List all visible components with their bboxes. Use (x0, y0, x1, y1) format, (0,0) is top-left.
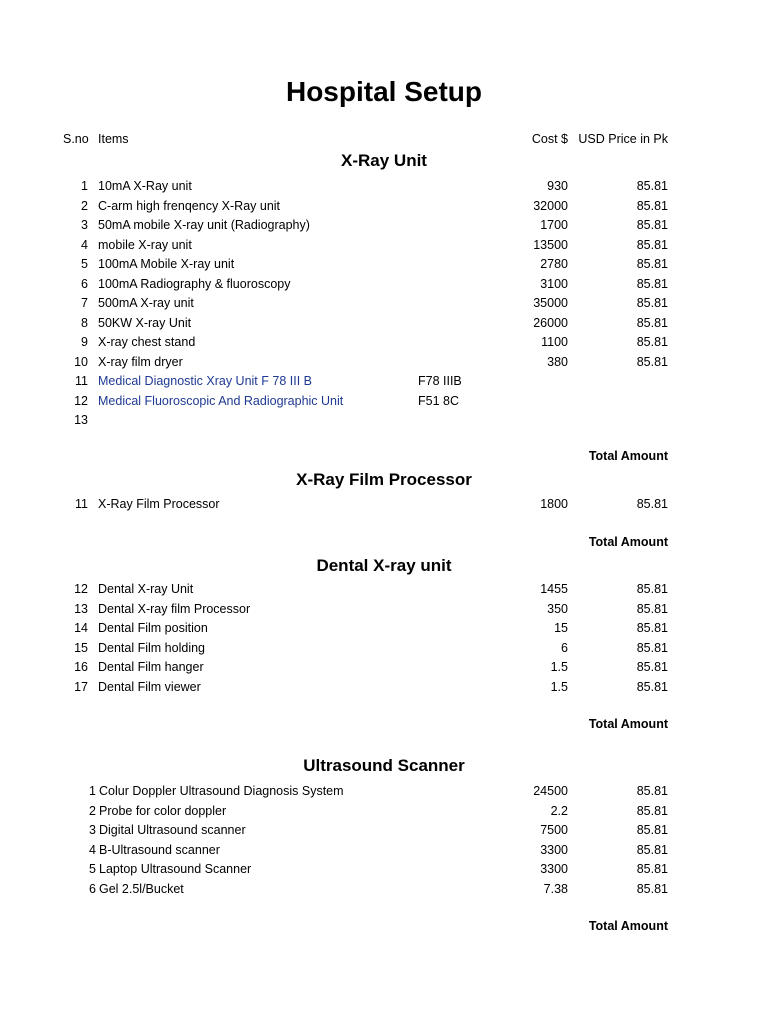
row-sno: 6 (89, 881, 96, 896)
row-cost: 1800 (540, 497, 568, 511)
row-sno: 7 (81, 296, 88, 310)
row-cost: 1.5 (550, 660, 568, 674)
row-price: 85.81 (636, 679, 668, 694)
row-item: Probe for color doppler (99, 803, 227, 818)
row-item: X-ray chest stand (98, 335, 196, 349)
row-item: 50KW X-ray Unit (98, 315, 192, 330)
row-price: 85.81 (636, 198, 668, 213)
row-item: 10mA X-Ray unit (98, 179, 192, 193)
row-price: 85.81 (636, 335, 668, 349)
row-sno: 5 (81, 257, 88, 271)
row-sno: 12 (74, 393, 88, 408)
row-cost: 2.2 (550, 803, 568, 818)
row-cost: 1700 (540, 218, 568, 232)
row-price: 85.81 (636, 354, 668, 369)
row-sno: 6 (81, 276, 88, 291)
row-cost: 15 (554, 621, 568, 635)
total-amount-xray: Total Amount (588, 449, 668, 463)
row-price: 85.81 (636, 237, 668, 252)
row-cost: 350 (547, 601, 568, 616)
row-item: X-ray film dryer (98, 354, 183, 369)
row-sno: 8 (81, 315, 88, 330)
row-sno: 13 (74, 413, 88, 427)
row-sno: 2 (81, 198, 88, 213)
row-cost: 7.38 (543, 881, 568, 896)
row-cost: 3300 (540, 862, 568, 876)
row-sno: 4 (81, 237, 88, 252)
row-item: Dental Film hanger (98, 660, 204, 674)
row-sno: 10 (74, 354, 88, 369)
row-cost: 32000 (533, 198, 568, 213)
section-title-dental: Dental X-ray unit (316, 556, 452, 575)
row-item: Dental X-ray Unit (98, 582, 194, 596)
row-cost: 1.5 (550, 679, 568, 694)
row-cost: 7500 (540, 823, 568, 837)
row-item: Dental X-ray film Processor (98, 601, 251, 616)
row-cost: 35000 (533, 296, 568, 310)
row-sno: 11 (75, 374, 88, 388)
row-sno: 2 (89, 803, 96, 818)
row-item: Dental Film position (98, 621, 208, 635)
row-sno: 1 (89, 784, 96, 798)
row-model: F78 IIIB (418, 374, 462, 388)
total-amount-ultrasound: Total Amount (588, 919, 668, 933)
row-cost: 24500 (533, 784, 568, 798)
row-price: 85.81 (636, 257, 668, 271)
row-sno: 16 (74, 660, 88, 674)
section-title-ultrasound: Ultrasound Scanner (303, 756, 465, 775)
row-sno: 12 (74, 582, 88, 596)
row-item: 100mA Radiography & fluoroscopy (98, 276, 291, 291)
row-cost: 26000 (533, 315, 568, 330)
row-item: 500mA X-ray unit (98, 296, 194, 310)
row-item-link[interactable]: Medical Diagnostic Xray Unit F 78 III B (98, 374, 312, 388)
section-title-processor: X-Ray Film Processor (296, 470, 472, 489)
row-price: 85.81 (636, 218, 668, 232)
row-sno: 4 (89, 842, 96, 857)
row-sno: 5 (89, 862, 96, 876)
row-cost: 1100 (541, 335, 568, 349)
row-item: Gel 2.5l/Bucket (99, 881, 184, 896)
row-model: F51 8C (418, 393, 459, 408)
header-items: Items (98, 132, 129, 146)
header-price: USD Price in Pk (578, 132, 668, 146)
row-price: 85.81 (636, 862, 668, 876)
row-item: Laptop Ultrasound Scanner (99, 862, 252, 876)
row-cost: 1455 (540, 582, 568, 596)
row-sno: 3 (89, 823, 96, 837)
row-price: 85.81 (636, 881, 668, 896)
row-sno: 11 (75, 497, 88, 511)
row-sno: 1 (81, 179, 88, 193)
row-price: 85.81 (636, 179, 668, 193)
row-price: 85.81 (636, 315, 668, 330)
row-item: C-arm high frenqency X-Ray unit (98, 198, 281, 213)
row-item: 50mA mobile X-ray unit (Radiography) (98, 218, 310, 232)
row-item: Dental Film viewer (98, 679, 201, 694)
section-title-xray: X-Ray Unit (341, 151, 427, 170)
row-item: B-Ultrasound scanner (99, 842, 220, 857)
row-price: 85.81 (636, 823, 668, 837)
row-item: mobile X-ray unit (98, 237, 192, 252)
row-cost: 3300 (540, 842, 568, 857)
row-sno: 9 (81, 335, 88, 349)
row-cost: 380 (547, 354, 568, 369)
row-item: Colur Doppler Ultrasound Diagnosis System (99, 784, 344, 798)
row-cost: 2780 (540, 257, 568, 271)
row-price: 85.81 (636, 497, 668, 511)
row-price: 85.81 (636, 296, 668, 310)
row-price: 85.81 (636, 601, 668, 616)
row-item: 100mA Mobile X-ray unit (98, 257, 235, 271)
row-price: 85.81 (636, 640, 668, 655)
page-title: Hospital Setup (285, 76, 482, 107)
row-price: 85.81 (636, 621, 668, 635)
row-cost: 930 (547, 179, 568, 193)
row-item: Digital Ultrasound scanner (99, 823, 246, 837)
row-item-link[interactable]: Medical Fluoroscopic And Radiographic Unit (98, 393, 344, 408)
row-price: 85.81 (636, 803, 668, 818)
row-sno: 17 (74, 679, 88, 694)
row-cost: 13500 (533, 237, 568, 252)
row-sno: 13 (74, 601, 88, 616)
row-price: 85.81 (636, 582, 668, 596)
row-item: Dental Film holding (98, 640, 205, 655)
header-sno: S.no (63, 132, 89, 146)
row-price: 85.81 (636, 842, 668, 857)
row-sno: 14 (74, 621, 88, 635)
row-price: 85.81 (636, 784, 668, 798)
row-sno: 15 (74, 640, 88, 655)
row-cost: 3100 (540, 276, 568, 291)
row-price: 85.81 (636, 276, 668, 291)
row-cost: 6 (561, 640, 568, 655)
row-price: 85.81 (636, 660, 668, 674)
total-amount-dental: Total Amount (588, 717, 668, 731)
row-sno: 3 (81, 218, 88, 232)
row-item: X-Ray Film Processor (98, 497, 220, 511)
header-cost: Cost $ (531, 132, 568, 146)
total-amount-processor: Total Amount (588, 535, 668, 549)
